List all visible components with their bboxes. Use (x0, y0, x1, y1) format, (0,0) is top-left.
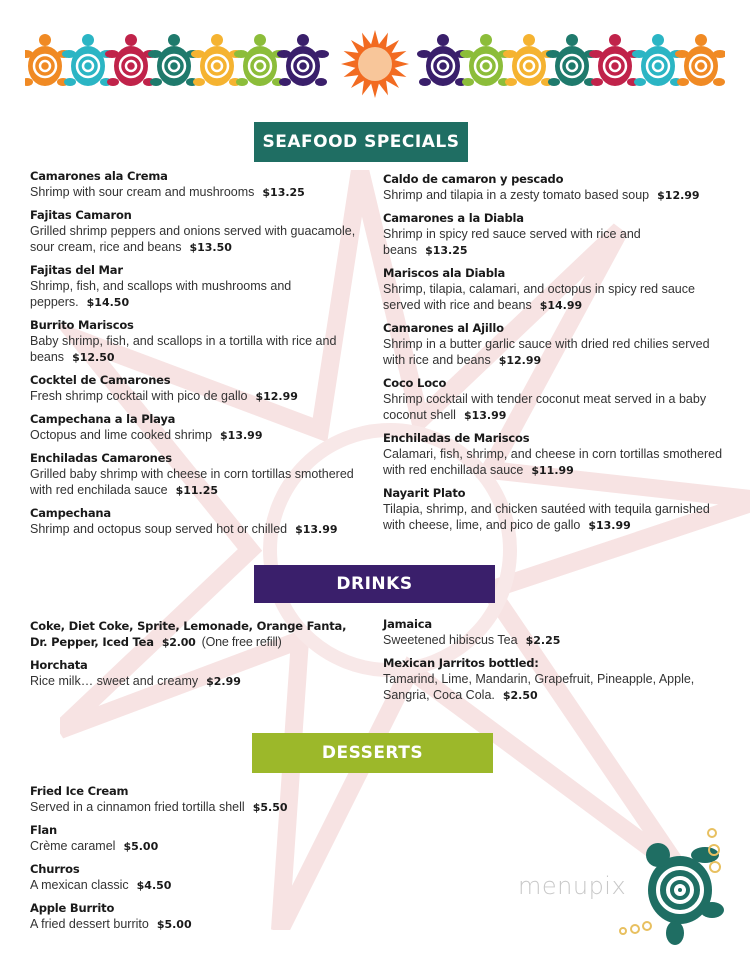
turtle-icon (632, 34, 684, 86)
item-name: Fried Ice Cream (30, 784, 129, 798)
item-description (30, 466, 375, 499)
item-name: Cocktel de Camarones (30, 373, 171, 387)
item-price: $4.50 (136, 879, 172, 892)
item-name: Campechana a la Playa (30, 412, 176, 426)
turtle-icon (675, 34, 725, 86)
item-price: $5.50 (252, 801, 288, 814)
item-description (383, 501, 723, 534)
item-desc-text: Shrimp and tilapia in a zesty tomato based soup (383, 188, 650, 202)
item-name: Flan (30, 823, 57, 837)
menupix-watermark: menupix (518, 872, 627, 900)
item-name: Horchata (30, 658, 88, 672)
menu-item (30, 783, 360, 816)
menu-item (30, 168, 375, 201)
menu-item (30, 262, 375, 311)
menu-item (30, 900, 360, 933)
item-name: Camarones ala Crema (30, 169, 168, 183)
item-price: $13.25 (262, 186, 305, 199)
item-price: $13.50 (189, 241, 232, 254)
turtle-icon (589, 34, 641, 86)
item-description (30, 223, 375, 256)
item-desc-text: Shrimp and octopus soup served hot or chilled (30, 522, 288, 536)
item-desc-text: Shrimp cocktail with tender coconut meat served in a baby coconut shell (383, 392, 707, 422)
item-name: Coke, Diet Coke, Sprite, Lemonade, Orange Fanta, Dr. Pepper, Iced Tea (30, 619, 347, 649)
item-description (30, 838, 360, 855)
turtle-icon (277, 34, 329, 86)
item-description (30, 278, 375, 311)
item-price: $14.50 (86, 296, 130, 309)
item-desc-text: Rice milk… sweet and creamy (30, 674, 199, 688)
item-name: Coco Loco (383, 376, 447, 390)
drinks-right-column (383, 616, 723, 710)
item-price: $12.99 (255, 390, 298, 403)
turtle-icon (148, 34, 200, 86)
item-price: $13.99 (463, 409, 507, 422)
item-description (30, 333, 375, 366)
item-name: Mexican Jarritos bottled: (383, 656, 539, 670)
item-name: Campechana (30, 506, 111, 520)
turtle-icon (62, 34, 114, 86)
item-price: $2.99 (206, 675, 241, 688)
item-desc-text: Shrimp in spicy red sauce served with rice and beans (383, 227, 641, 257)
item-desc-text: Grilled baby shrimp with cheese in corn tortillas smothered with red enchilada sauce (30, 467, 354, 497)
item-desc-text: Calamari, fish, shrimp, and cheese in corn tortillas smothered with red enchillada sauce (383, 447, 723, 477)
menu-item (383, 485, 723, 534)
item-name: Caldo de camaron y pescado (383, 172, 564, 186)
item-description (383, 226, 723, 259)
turtle-icon (234, 34, 286, 86)
item-desc-text: A mexican classic (30, 878, 129, 892)
seafood-right-column (383, 171, 723, 540)
item-name: Nayarit Plato (383, 486, 466, 500)
menu-item (30, 505, 375, 538)
item-name: Apple Burrito (30, 901, 115, 915)
turtle-icon (460, 34, 512, 86)
menu-item (383, 265, 723, 314)
turtle-icon (546, 34, 598, 86)
item-price: $5.00 (123, 840, 159, 853)
item-description (30, 799, 360, 816)
item-description (30, 521, 375, 538)
item-price: $13.99 (588, 519, 631, 532)
item-desc-text: Shrimp with sour cream and mushrooms (30, 185, 255, 199)
item-price: $2.00 (161, 636, 196, 649)
sun-icon (341, 30, 409, 98)
item-desc-text: Shrimp in a butter garlic sauce with dried red chilies served with rice and beans (383, 337, 710, 367)
menu-item (383, 210, 723, 259)
seafood-left-column (30, 168, 375, 544)
item-description (30, 388, 375, 405)
item-description (30, 673, 360, 690)
item-desc-text: Grilled shrimp peppers and onions served with guacamole, sour cream, rice and beans (30, 224, 356, 254)
item-price: $13.99 (295, 523, 338, 536)
item-price: $12.50 (72, 351, 115, 364)
item-name: Mariscos ala Diabla (383, 266, 506, 280)
item-desc-text: Baby shrimp, fish, and scallops in a tortilla with rice and beans (30, 334, 337, 364)
item-name: Camarones a la Diabla (383, 211, 524, 225)
item-desc-text: Fresh shrimp cocktail with pico de gallo (30, 389, 248, 403)
item-description (30, 916, 360, 933)
item-name: Jamaica (383, 617, 432, 631)
drinks-heading: DRINKS (254, 565, 495, 603)
seafood-specials-heading: SEAFOOD SPECIALS (254, 122, 468, 162)
turtle-icon (503, 34, 555, 86)
turtle-icon (105, 34, 157, 86)
menu-item (30, 317, 375, 366)
item-description (30, 427, 375, 444)
drinks-left-column (30, 618, 360, 696)
menu-item (30, 861, 360, 894)
desserts-column (30, 783, 360, 939)
item-desc-text: Sweetened hibiscus Tea (383, 633, 518, 647)
item-name: Enchiladas de Mariscos (383, 431, 530, 445)
menu-item (383, 320, 723, 369)
menu-item (30, 372, 375, 405)
menu-item (30, 411, 375, 444)
menu-item (30, 822, 360, 855)
item-desc-text: A fried dessert burrito (30, 917, 149, 931)
item-desc-text: Served in a cinnamon fried tortilla shell (30, 800, 245, 814)
menu-item (30, 207, 375, 256)
item-price: $13.25 (425, 244, 468, 257)
item-description (30, 877, 360, 894)
menu-item (383, 616, 723, 649)
item-name: Camarones al Ajillo (383, 321, 504, 335)
item-price: $2.50 (502, 689, 538, 702)
item-desc-text: Octopus and lime cooked shrimp (30, 428, 213, 442)
item-description (383, 391, 723, 424)
item-desc-text: Tamarind, Lime, Mandarin, Grapefruit, Pineapple, Apple, Sangria, Coca Cola. (383, 672, 695, 702)
item-price: $14.99 (539, 299, 583, 312)
item-description (383, 671, 723, 704)
item-price: $12.99 (498, 354, 542, 367)
item-desc-text: Tilapia, shrimp, and chicken sautéed with tequila garnished with cheese, lime, and pico de gallo (383, 502, 710, 532)
item-name: Fajitas Camaron (30, 208, 132, 222)
item-description (383, 281, 723, 314)
item-description (30, 184, 375, 201)
item-name: Fajitas del Mar (30, 263, 123, 277)
item-desc-text: Shrimp, tilapia, calamari, and octopus in spicy red sauce served with rice and beans (383, 282, 695, 312)
menu-item (383, 375, 723, 424)
menu-item-sodas (30, 618, 360, 651)
item-description (383, 336, 723, 369)
item-description (383, 632, 723, 649)
turtle-icon (191, 34, 243, 86)
item-desc-text: Shrimp, fish, and scallops with mushrooms and peppers. (30, 279, 292, 309)
item-name: Enchiladas Camarones (30, 451, 172, 465)
item-description (383, 446, 723, 479)
menu-item (383, 171, 723, 204)
menu-item (383, 430, 723, 479)
item-name: Churros (30, 862, 80, 876)
menu-item (383, 655, 723, 704)
item-price: $11.99 (531, 464, 574, 477)
item-price: $11.25 (175, 484, 219, 497)
item-price: $5.00 (156, 918, 192, 931)
item-desc-text: Crème caramel (30, 839, 116, 853)
item-price: $13.99 (220, 429, 263, 442)
turtle-icon (25, 34, 71, 86)
item-description (383, 187, 723, 204)
desserts-heading: DESSERTS (252, 733, 493, 773)
item-price: $12.99 (657, 189, 700, 202)
item-name: Burrito Mariscos (30, 318, 134, 332)
item-price: $2.25 (525, 634, 561, 647)
refill-note: (One free refill) (201, 635, 282, 649)
menu-item (30, 657, 360, 690)
menu-item (30, 450, 375, 499)
turtle-icon (417, 34, 469, 86)
turtle-border (25, 30, 725, 100)
